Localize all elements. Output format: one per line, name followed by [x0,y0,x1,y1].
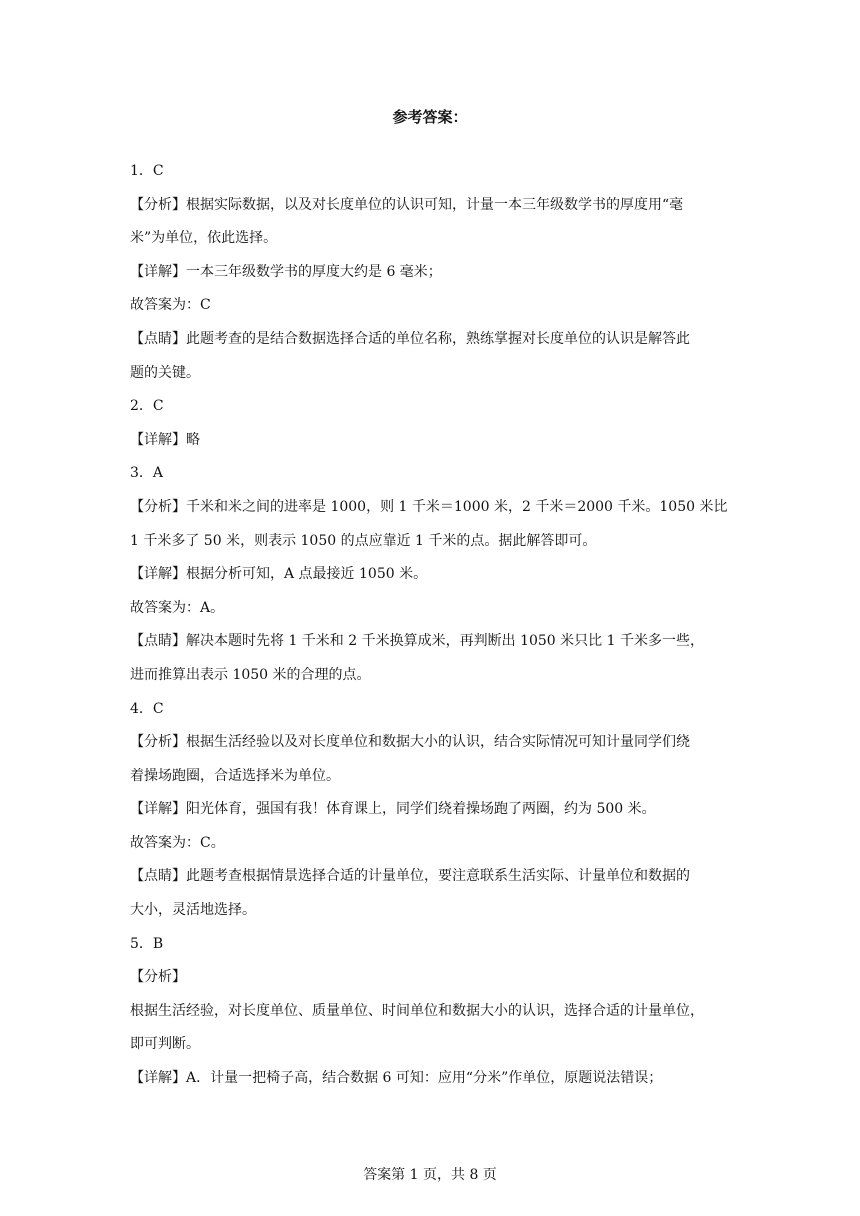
answer-line: 2．C [130,398,164,415]
answer-line: 【分析】根据生活经验以及对长度单位和数据大小的认识，结合实际情况可知计量同学们绕 [130,734,690,751]
answer-line: 着操场跑圈，合适选择米为单位。 [130,767,340,784]
answer-line: 【分析】千米和米之间的进率是 1000，则 1 千米＝1000 米，2 千米＝2000 千米。1050 米比 [130,498,728,515]
answer-line: 即可判断。 [130,1036,200,1053]
answer-line: 【详解】A．计量一把椅子高，结合数据 6 可知：应用“分米”作单位，原题说法错误； [130,1070,663,1087]
answer-line: 题的关键。 [130,364,200,381]
answer-line: 【详解】阳光体育，强国有我！体育课上，同学们绕着操场跑了两圈，约为 500 米。 [130,801,656,818]
answer-line: 根据生活经验，对长度单位、质量单位、时间单位和数据大小的认识，选择合适的计量单位， [130,1002,704,1019]
answer-line: 1 千米多了 50 米，则表示 1050 的点应靠近 1 千米的点。据此解答即可。 [130,532,597,549]
answer-line: 【详解】根据分析可知，A 点最接近 1050 米。 [130,566,428,583]
answer-line: 【点睛】此题考查的是结合数据选择合适的单位名称，熟练掌握对长度单位的认识是解答此 [130,330,690,347]
answer-line: 【点睛】此题考查根据情景选择合适的计量单位，要注意联系生活实际、计量单位和数据的 [130,868,690,885]
answer-line: 5．B [130,935,164,952]
answer-line: 大小，灵活地选择。 [130,902,256,919]
answer-line: 3．A [130,465,164,482]
page-title: 参考答案： [392,108,468,126]
answer-line: 【详解】略 [130,431,200,448]
page-footer: 答案第 1 页，共 8 页 [363,1167,497,1183]
answer-line: 故答案为：C [130,297,211,314]
answer-line: 4．C [130,700,164,717]
answer-line: 【详解】一本三年级数学书的厚度大约是 6 毫米； [130,263,442,280]
answer-line: 故答案为：C。 [130,834,225,851]
answer-line: 【分析】 [130,969,186,986]
answer-line: 进而推算出表示 1050 米的合理的点。 [130,666,371,683]
answer-line: 1．C [130,163,164,179]
answer-line: 米”为单位，依此选择。 [130,230,278,247]
answer-line: 故答案为：A。 [130,599,225,616]
answer-line: 【分析】根据实际数据，以及对长度单位的认识可知，计量一本三年级数学书的厚度用“毫 [130,196,684,213]
answer-line: 【点睛】解决本题时先将 1 千米和 2 千米换算成米，再判断出 1050 米只比 1 千米多一些， [130,633,704,650]
answer-content [130,155,734,1096]
